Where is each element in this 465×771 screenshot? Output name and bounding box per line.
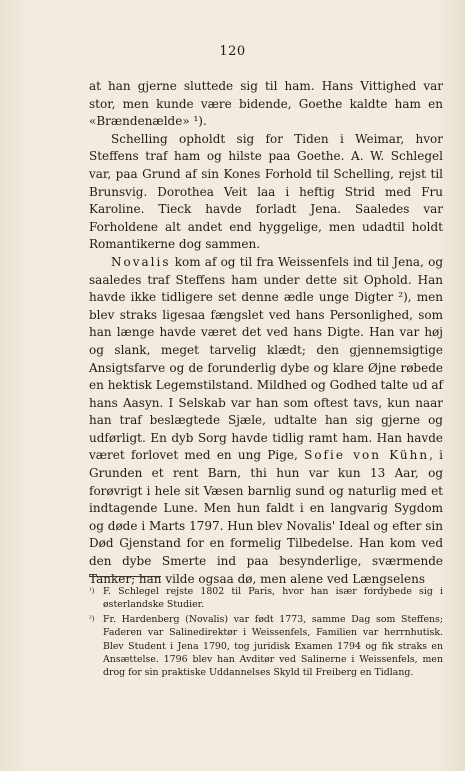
paragraph-3 <box>89 254 443 588</box>
footnote-2-mark: ²) <box>89 614 95 623</box>
footnote-1-mark: ¹) <box>89 587 95 595</box>
sofie-name: Sofie von Kühn <box>304 448 430 463</box>
footnote-1-text: F. Schlegel rejste 1802 til Paris, hvor han især fordybede sig i østerlandske Studier. <box>103 586 443 611</box>
footnote-rule <box>89 576 161 577</box>
footnote-2 <box>89 613 443 680</box>
novalis-name: Novalis <box>111 254 171 269</box>
page-number: 120 <box>219 44 246 59</box>
paragraph-1: at han gjerne sluttede sig til ham. Hans Vittighed var stor, men kunde være bidende, Goethe kaldte ham en «Brændenælde» ¹). <box>89 79 443 129</box>
footnote-2-text: Fr. Hardenberg (Novalis) var født 1773, samme Dag som Steffens; Faderen var Salinedirektør i Weissenfels, Familien var herrnhutisk. Blev Student i Jena 1790, tog juridisk Examen 1794 og fik straks en Ansættelse. 1796 blev han Avditør ved Salinerne i Weissenfels, men drog for sin praktiske Uddannelses Skyld til Freiberg en Tidlang. <box>103 613 443 679</box>
body-text <box>89 78 443 588</box>
footnotes <box>89 585 443 681</box>
paragraph-3-text-a: kom af og til fra Weissenfels ind til Jena, og saaledes traf Steffens ham under dette sit Ophold. Han havde ikke tidligere set denne ædle unge Digter ²), men blev straks ligesaa fængslet ved hans Personlighed, som han længe havde været det ved hans Digte. Han var høj og slank, meget tarvelig klædt; den gjennemsigtige Ansigtsfarve og de forunderlig dybe og klare Øjne røbede en hektisk Legemstilstand. Mildhed og Godhed talte ud af hans Aasyn. I Selskab var han som oftest tavs, kun naar han traf beslægtede Sjæle, udtalte han sig gjerne og udførligt. En dyb Sorg havde tidlig ramt ham. Han havde været forlovet med en ung Pige, <box>89 254 443 463</box>
paragraph-3-text-b: , i Grunden et rent Barn, thi hun var kun 13 Aar, og forøvrigt i hele sit Væsen barnlig sund og naturlig med et indtagende Lune. Men hun faldt i en langvarig Sygdom og døde i Marts 1797. Hun blev Novalis' Ideal og efter sin Død Gjenstand for en formelig Tilbedelse. Han kom ved den dybe Smerte ind paa besynderlige, sværmende Tanker; han vilde ogsaa dø, men alene ved Længselens <box>89 448 444 586</box>
paragraph-2: Schelling opholdt sig for Tiden i Weimar, hvor Steffens traf ham og hilste paa Goethe. A. W. Schlegel var, paa Grund af sin Kones Forhold til Schelling, rejst til Brunsvig. Dorothea Veit laa i heftig Strid med Fru Karoline. Tieck havde forladt Jena. Saaledes var Forholdene alt andet end hyggelige, men udadtil holdt Romantikerne dog sammen. <box>89 131 443 252</box>
footnote-1 <box>89 585 443 612</box>
